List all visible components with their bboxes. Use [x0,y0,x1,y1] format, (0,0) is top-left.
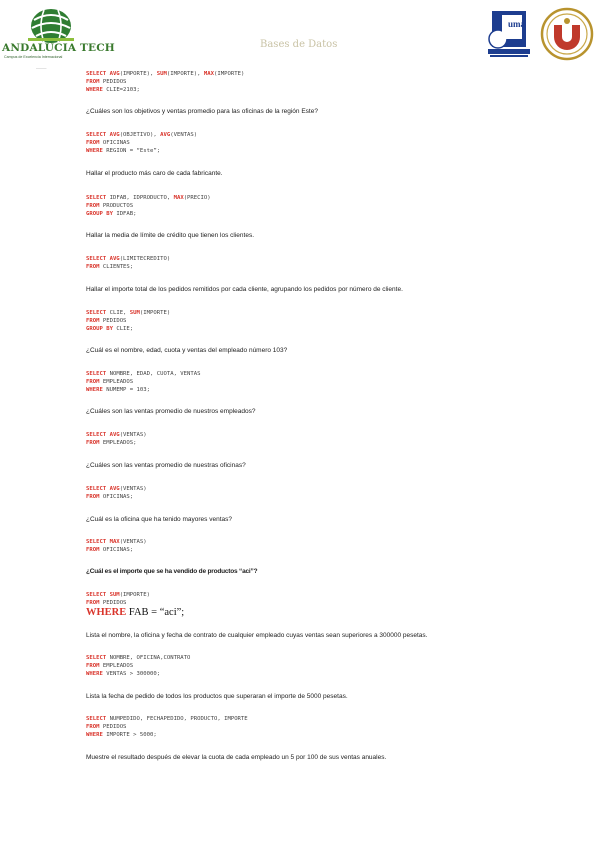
uma-logo [486,9,532,59]
question-text: Hallar el importe total de los pedidos remitidos por cada cliente, agrupando los pedidos por número de cliente. [86,286,403,293]
sql-code-block [86,70,556,94]
sql-code-line [86,723,556,731]
sql-code-line [86,317,556,325]
sql-code-line [86,255,556,263]
sql-text: (VENTAS) [119,432,147,438]
sql-keyword: FROM [86,318,100,324]
sql-text: EMPLEADOS [99,663,134,669]
sql-text: (LIMITECREDITO) [119,256,171,262]
sql-text: IMPORTE > 5000; [102,732,157,738]
sql-code-line [86,86,556,94]
sql-keyword: SELECT [86,195,107,201]
sql-text: NOMBRE, OFICINA,CONTRATO [106,655,191,661]
sql-code-line [86,654,556,662]
sql-code-block [86,431,556,447]
sql-keyword: SELECT [86,310,107,316]
sql-keyword: GROUP BY [86,211,113,217]
sql-text: (IMPORTE), [119,71,157,77]
question-text: Lista la fecha de pedido de todos los productos que superaran el importe de 5000 pesetas. [86,693,348,700]
sql-code-line [86,485,556,493]
sql-text: NUMEMP = 103; [102,387,150,393]
sql-keyword: SELECT [86,371,107,377]
sql-keyword: WHERE [86,671,103,677]
sql-code-line-large [86,607,556,618]
sql-keyword: FROM [86,140,100,146]
sql-code-line [86,431,556,439]
question-text: Hallar la media de límite de crédito que tienen los clientes. [86,232,255,239]
globe-icon [28,6,74,44]
sql-keyword: SELECT AVG [86,486,120,492]
sql-keyword: WHERE [86,387,103,393]
sql-text: OFICINAS; [99,494,134,500]
sql-keyword: SELECT AVG [86,432,120,438]
sql-keyword: AVG [160,132,171,138]
sql-code-line [86,370,556,378]
sql-keyword: GROUP BY [86,326,113,332]
question-text: ¿Cuáles son las ventas promedio de nuestras oficinas? [86,462,246,469]
sql-code-line [86,131,556,139]
sql-keyword: SELECT [86,716,107,722]
seal-icon [540,7,594,61]
sql-code-line [86,147,556,155]
sql-code-block [86,654,556,678]
sql-text: (PRECIO) [183,195,211,201]
uma-emblem-icon [486,9,532,59]
sql-text: FAB = “aci”; [126,607,185,618]
sql-text: (VENTAS) [119,486,147,492]
sql-code-line [86,386,556,394]
sql-keyword: FROM [86,724,100,730]
sql-text: NUMPEDIDO, FECHAPEDIDO, PRODUCTO, IMPORTE [106,716,248,722]
question-text: ¿Cuáles son las ventas promedio de nuestros empleados? [86,408,256,415]
sql-code-line [86,715,556,723]
sql-code-block [86,255,556,271]
sql-text: PEDIDOS [99,724,127,730]
sql-code-line [86,546,556,554]
sql-text: PRODUCTOS [99,203,134,209]
sql-text: NOMBRE, EDAD, CUOTA, VENTAS [106,371,201,377]
sql-code-line [86,439,556,447]
sql-code-line [86,70,556,78]
sql-code-block [86,194,556,218]
question-text: ¿Cuál es la oficina que ha tenido mayores ventas? [86,516,232,523]
page-title: Bases de Datos [260,39,338,50]
sql-code-line [86,263,556,271]
sql-text: EMPLEADOS; [99,440,137,446]
sql-code-line [86,378,556,386]
sql-keyword: FROM [86,440,100,446]
sql-keyword: SELECT [86,655,107,661]
sql-keyword: WHERE [86,607,127,618]
sql-keyword: FROM [86,663,100,669]
sql-text: PEDIDOS [99,79,127,85]
sql-code-block [86,309,556,333]
sql-keyword: SELECT AVG [86,132,120,138]
sql-code-block [86,370,556,394]
sql-keyword: WHERE [86,87,103,93]
sql-keyword: FROM [86,494,100,500]
sql-code-line [86,662,556,670]
sql-text: (IMPORTE) [139,310,171,316]
sql-code-block [86,538,556,554]
question-text: Lista el nombre, la oficina y fecha de contrato de cualquier empleado cuyas ventas sean superiores a 300000 pesetas. [86,632,428,639]
sql-keyword: SUM [156,71,167,77]
sql-keyword: SELECT AVG [86,256,120,262]
question-text: ¿Cuál es el nombre, edad, cuota y ventas del empleado número 103? [86,347,288,354]
sql-keyword: FROM [86,547,100,553]
sql-text: IDFAB, IDPRODUCTO, [106,195,174,201]
sql-keyword: SELECT SUM [86,592,120,598]
sql-text: CLIE=2103; [102,87,140,93]
sql-code-line [86,493,556,501]
sql-text: (VENTAS) [170,132,198,138]
sql-code-line [86,78,556,86]
sql-text: VENTAS > 300000; [102,671,161,677]
sql-text: CLIENTES; [99,264,134,270]
sql-text: (IMPORTE) [214,71,245,77]
logo-tagline: Campus de Excelencia Internacional [4,55,63,59]
sql-code-line [86,599,556,607]
sql-code-block [86,591,556,618]
sql-keyword: FROM [86,203,100,209]
sql-code-line [86,139,556,147]
sql-keyword: FROM [86,379,100,385]
sql-keyword: FROM [86,600,100,606]
andalucia-tech-wordmark: ANDALUCIA TECH [2,42,115,54]
sql-code-line [86,538,556,546]
question-text: Hallar el producto más caro de cada fabricante. [86,170,223,177]
sql-code-block [86,485,556,501]
sql-keyword: FROM [86,264,100,270]
sql-keyword: FROM [86,79,100,85]
sql-keyword: WHERE [86,148,103,154]
sql-code-line [86,325,556,333]
sql-text: PEDIDOS [99,600,127,606]
sql-text: (IMPORTE) [119,592,150,598]
sql-text: OFICINAS; [99,547,134,553]
sql-code-line [86,309,556,317]
university-seal-logo [540,7,594,61]
header-mark: ——— [36,66,47,70]
sql-keyword: SELECT AVG [86,71,120,77]
sql-code-line [86,194,556,202]
question-text: ¿Cuál es el importe que se ha vendido de productos “aci”? [86,568,258,575]
sql-text: EMPLEADOS [99,379,134,385]
sql-text: (IMPORTE), [166,71,204,77]
page-header [0,0,599,70]
sql-text: REGION = “Este”; [102,148,161,154]
sql-code-line [86,731,556,739]
sql-text: IDFAB; [112,211,137,217]
sql-code-line [86,670,556,678]
sql-code-line [86,591,556,599]
sql-text: CLIE; [112,326,134,332]
sql-keyword: SELECT MAX [86,539,120,545]
andalucia-tech-logo [2,6,115,64]
sql-text: CLIE, [106,310,130,316]
sql-keyword: MAX [173,195,184,201]
uma-text: uma [508,19,526,29]
sql-code-line [86,210,556,218]
question-text: ¿Cuáles son los objetivos y ventas promedio para las oficinas de la región Este? [86,108,318,115]
sql-text: PEDIDOS [99,318,127,324]
question-text: Muestre el resultado después de elevar la cuota de cada empleado un 5 por 100 de sus ventas anuales. [86,754,387,761]
sql-keyword: SUM [129,310,140,316]
sql-text: (OBJETIVO), [119,132,161,138]
sql-text: (VENTAS) [119,539,147,545]
sql-keyword: WHERE [86,732,103,738]
sql-code-line [86,202,556,210]
sql-code-block [86,131,556,155]
sql-keyword: MAX [203,71,214,77]
sql-text: OFICINAS [99,140,130,146]
sql-code-block [86,715,556,739]
